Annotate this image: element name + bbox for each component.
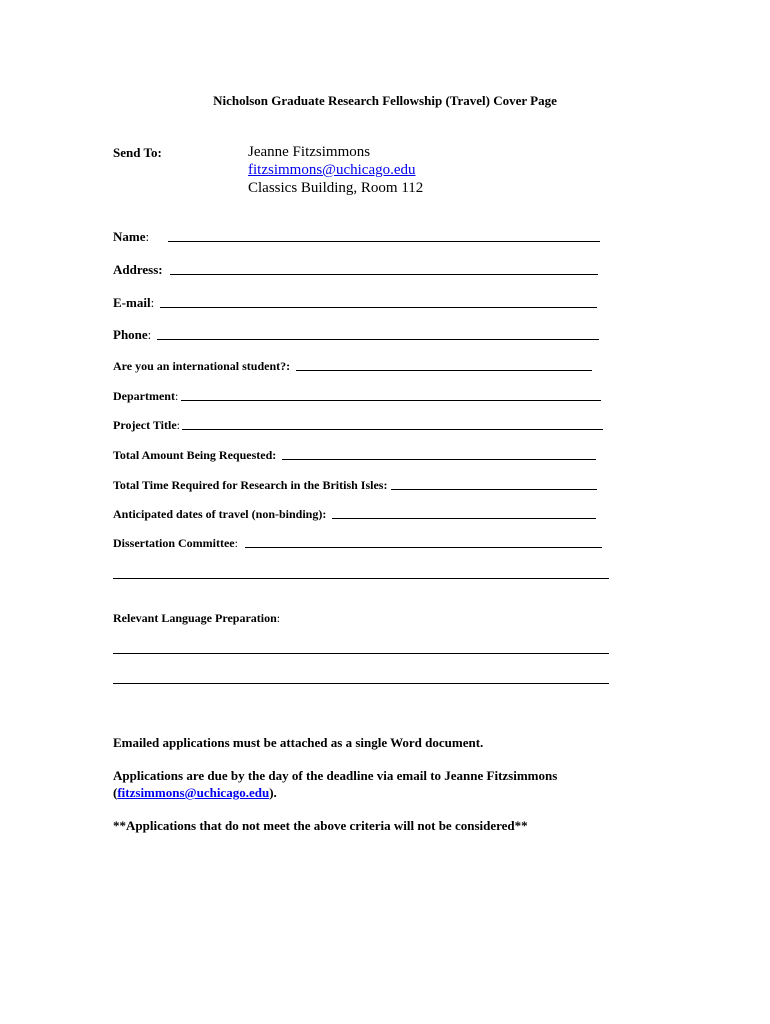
department-label: Department xyxy=(113,389,175,403)
project-title-input-line[interactable] xyxy=(182,429,603,430)
international-field-row xyxy=(113,359,592,374)
criteria-notice: **Applications that do not meet the above criteria will not be considered** xyxy=(113,818,528,833)
total-time-input-line[interactable] xyxy=(391,489,597,490)
total-amount-label: Total Amount Being Requested: xyxy=(113,448,277,462)
international-input-line[interactable] xyxy=(296,370,592,371)
committee-label: Dissertation Committee xyxy=(113,536,235,550)
address-field-row xyxy=(113,262,598,278)
recipient-email-link[interactable]: fitzsimmons@uchicago.edu xyxy=(248,162,416,178)
send-to-block xyxy=(248,143,423,197)
language-label: Relevant Language Preparation xyxy=(113,611,277,625)
due-date-notice: Applications are due by the day of the deadline via email to Jeanne Fitzsimmons (fitzsimmons@uchicago.edu). xyxy=(113,768,558,800)
email-label: E-mail xyxy=(113,295,151,310)
page-title: Nicholson Graduate Research Fellowship (Travel) Cover Page xyxy=(213,93,557,108)
word-document-notice: Emailed applications must be attached as a single Word document. xyxy=(113,735,484,750)
due-email-link[interactable]: fitzsimmons@uchicago.edu xyxy=(117,785,270,800)
language-input-line-2[interactable] xyxy=(113,683,609,684)
name-input-line[interactable] xyxy=(168,241,600,242)
travel-dates-label: Anticipated dates of travel (non-binding): xyxy=(113,507,327,521)
send-to-label: Send To: xyxy=(113,145,162,160)
total-time-field-row xyxy=(113,478,597,493)
email-input-line[interactable] xyxy=(160,307,597,308)
phone-field-row: Phone : xyxy=(113,327,599,343)
travel-dates-field-row xyxy=(113,507,596,522)
address-input-line[interactable] xyxy=(170,274,598,275)
committee-field-row: Dissertation Committee : xyxy=(113,536,602,551)
name-field-row: Name : xyxy=(113,229,600,245)
total-amount-field-row xyxy=(113,448,596,463)
phone-input-line[interactable] xyxy=(157,339,599,340)
phone-label: Phone xyxy=(113,327,148,342)
language-field-row: Relevant Language Preparation : xyxy=(113,611,281,625)
email-field-row: E-mail : xyxy=(113,295,597,311)
total-time-label: Total Time Required for Research in the British Isles: xyxy=(113,478,388,492)
due-date-notice-line1: Applications are due by the day of the deadline via email to Jeanne Fitzsimmons xyxy=(113,768,558,783)
international-label: Are you an international student?: xyxy=(113,359,291,373)
committee-extra-line[interactable] xyxy=(113,578,609,579)
address-label: Address: xyxy=(113,262,163,277)
department-field-row: Department : xyxy=(113,389,601,404)
recipient-address: Classics Building, Room 112 xyxy=(248,180,424,196)
travel-dates-input-line[interactable] xyxy=(332,518,596,519)
department-input-line[interactable] xyxy=(181,400,601,401)
language-input-line-1[interactable] xyxy=(113,653,609,654)
committee-input-line[interactable] xyxy=(245,547,602,548)
recipient-name: Jeanne Fitzsimmons xyxy=(248,144,371,160)
total-amount-input-line[interactable] xyxy=(282,459,596,460)
project-title-field-row: Project Title : xyxy=(113,418,603,433)
project-title-label: Project Title xyxy=(113,418,177,432)
name-label: Name xyxy=(113,229,146,244)
